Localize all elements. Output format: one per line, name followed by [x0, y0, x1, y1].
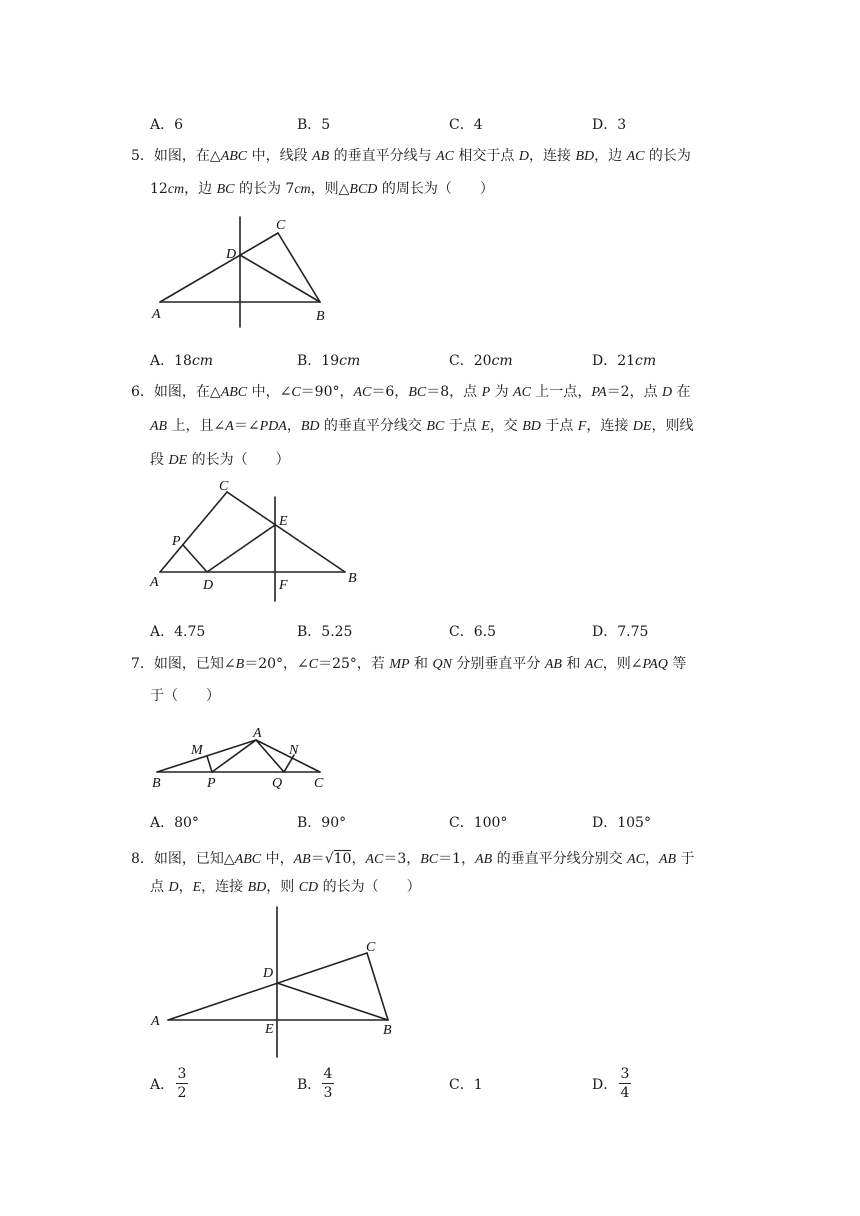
- q6-label-b: B: [348, 571, 357, 586]
- q6-label-a: A: [150, 575, 159, 590]
- q5-option-a: A．18cm: [150, 353, 214, 369]
- q6-label-d: D: [203, 578, 214, 593]
- q6-option-d: D．7.75: [592, 624, 649, 640]
- q5-label-a: A: [152, 307, 161, 322]
- q7-option-a: A．80°: [150, 815, 199, 831]
- q7-stem-line2: 于（ ）: [150, 688, 220, 704]
- q7-label-n: N: [289, 743, 299, 758]
- fraction-denominator: 4: [620, 1085, 630, 1101]
- q7-label-c: C: [314, 776, 324, 791]
- q8-stem-line2: 点 D，E，连接 BD，则 CD 的长为（ ）: [150, 879, 421, 895]
- q4-option-d: D．3: [592, 117, 627, 133]
- q8-label-c: C: [366, 940, 376, 955]
- q7-label-a: A: [253, 726, 262, 741]
- q6-option-b: B．5.25: [297, 624, 353, 640]
- q4-option-a: A．6: [150, 117, 184, 133]
- q6-stem-line2: AB 上，且∠A＝∠PDA，BD 的垂直平分线交 BC 于点 E，交 BD 于点 F，连接 DE，则线: [150, 418, 694, 434]
- q7-label-q: Q: [272, 776, 283, 791]
- q5-stem-line1: 5．如图，在△ABC 中，线段 AB 的垂直平分线与 AC 相交于点 D，连接 BD，边 AC 的长为: [131, 148, 691, 164]
- q7-label-b: B: [152, 776, 161, 791]
- q8-option-a: A．: [150, 1077, 175, 1093]
- q8-segment-ac: [168, 953, 367, 1020]
- q5-stem-line2: 12cm，边 BC 的长为 7cm，则△BCD 的周长为（ ）: [150, 181, 494, 197]
- q4-option-c: C．4: [449, 117, 483, 133]
- q8-stem-line1: 8．如图，已知△ABC 中，AB＝√10，AC＝3，BC＝1，AB 的垂直平分线分别交 AC，AB 于: [131, 851, 695, 867]
- q6-stem-line3: 段 DE 的长为（ ）: [150, 452, 290, 468]
- q8-option-c: C．1: [449, 1077, 483, 1093]
- q7-label-m: M: [191, 743, 203, 758]
- fraction-numerator: 3: [177, 1066, 187, 1082]
- q6-stem-line1: 6．如图，在△ABC 中，∠C＝90°，AC＝6，BC＝8，点 P 为 AC 上一点，PA＝2，点 D 在: [131, 384, 691, 400]
- q7-option-c: C．100°: [449, 815, 508, 831]
- q8-option-d: D．: [592, 1077, 618, 1093]
- fraction-denominator: 3: [323, 1085, 333, 1101]
- q5-option-d: D．21cm: [592, 353, 657, 369]
- q8-label-e: E: [265, 1022, 274, 1037]
- q8-segment-db: [277, 983, 388, 1020]
- q8-segment-cb: [367, 953, 388, 1020]
- q4-option-b: B．5: [297, 117, 331, 133]
- q5-label-c: C: [276, 218, 286, 233]
- q6-label-p: P: [172, 534, 181, 549]
- q5-option-c: C．20cm: [449, 353, 513, 369]
- sqrt-symbol: √: [324, 851, 334, 867]
- q7-option-d: D．105°: [592, 815, 651, 831]
- q8-label-a: A: [151, 1014, 160, 1029]
- q7-option-b: B．90°: [297, 815, 347, 831]
- q6-label-e: E: [279, 514, 288, 529]
- fraction-numerator: 3: [620, 1066, 630, 1082]
- q5-label-b: B: [316, 309, 325, 324]
- q8-label-b: B: [383, 1023, 392, 1038]
- q8-option-a-fraction: [176, 1066, 188, 1101]
- q5-label-d: D: [226, 247, 237, 262]
- q8-option-b-fraction: [322, 1066, 334, 1101]
- q7-stem-line1: 7．如图，已知∠B＝20°，∠C＝25°，若 MP 和 QN 分别垂直平分 AB 和 AC，则∠PAQ 等: [131, 656, 687, 672]
- q8-option-d-fraction: [619, 1066, 631, 1101]
- q7-label-p: P: [207, 776, 216, 791]
- fraction-numerator: 4: [323, 1066, 333, 1082]
- q6-option-c: C．6.5: [449, 624, 496, 640]
- q8-option-b: B．: [297, 1077, 322, 1093]
- q6-label-c: C: [219, 479, 229, 494]
- q6-option-a: A．4.75: [150, 624, 206, 640]
- fraction-denominator: 2: [177, 1085, 187, 1101]
- sqrt-radicand: 10: [333, 851, 352, 867]
- q5-option-b: B．19cm: [297, 353, 361, 369]
- q6-label-f: F: [279, 578, 288, 593]
- q8-label-d: D: [263, 966, 274, 981]
